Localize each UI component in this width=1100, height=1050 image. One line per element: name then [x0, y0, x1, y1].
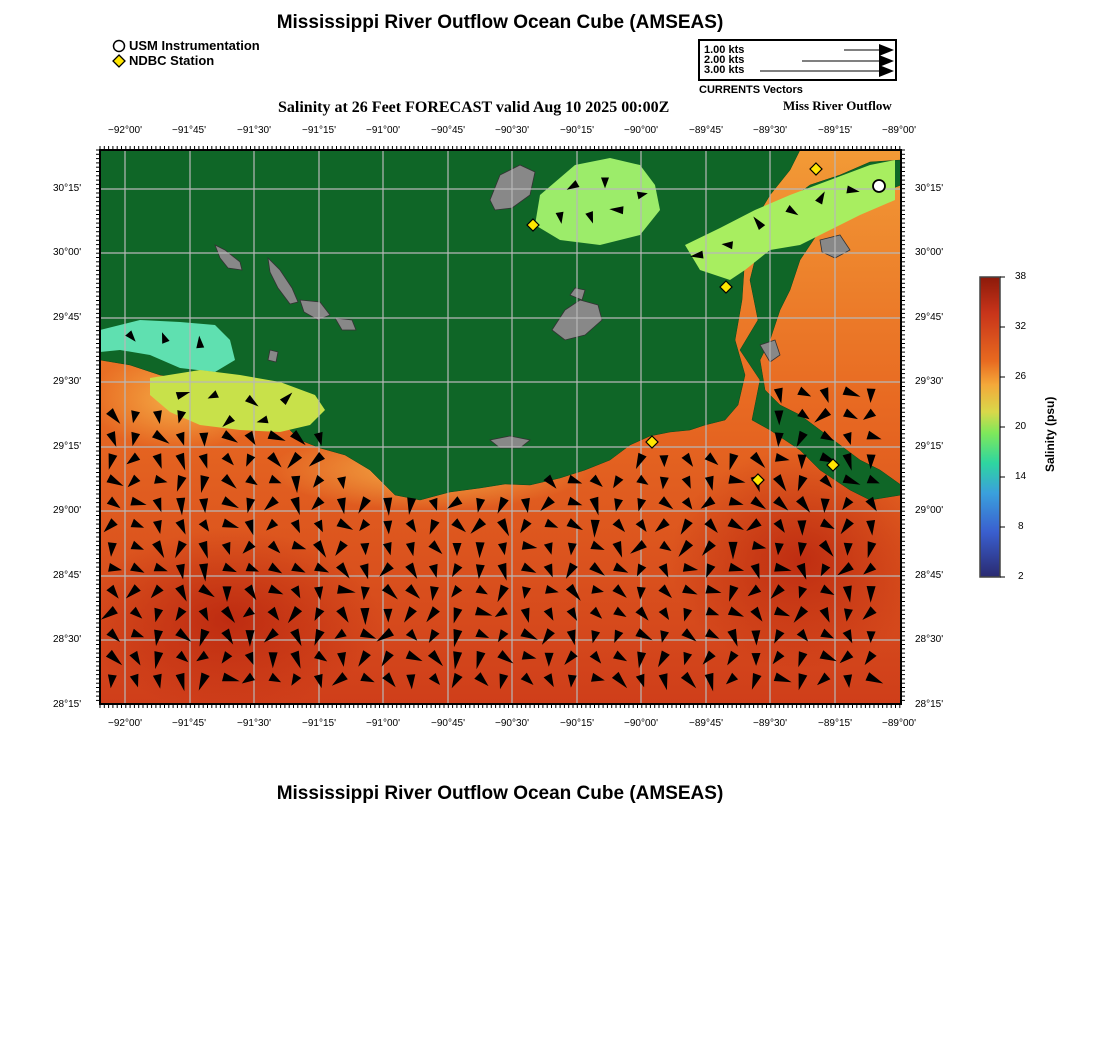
- lat-tick-label: 28°30': [915, 634, 944, 645]
- gray-lake: [268, 350, 278, 362]
- lon-tick-label: −91°45': [172, 125, 206, 136]
- colorbar-tick-label: 26: [1015, 371, 1027, 382]
- lat-tick-label: 29°45': [915, 312, 944, 323]
- lon-tick-label: −91°00': [366, 125, 400, 136]
- lon-tick-label: −91°30': [237, 125, 271, 136]
- lon-tick-label: −90°15': [560, 718, 594, 729]
- lon-tick-label: −89°00': [882, 125, 916, 136]
- usm-instrument-marker[interactable]: [873, 180, 885, 192]
- lat-tick-label: 29°15': [53, 441, 82, 452]
- lat-tick-label: 29°30': [53, 376, 82, 387]
- lat-tick-label: 29°00': [53, 505, 82, 516]
- lon-tick-label: −90°45': [431, 125, 465, 136]
- vector-scale-box: [698, 39, 897, 81]
- lon-tick-label: −92°00': [108, 718, 142, 729]
- lon-tick-label: −89°00': [882, 718, 916, 729]
- vector-scale-1: 1.00 kts: [704, 44, 745, 56]
- lon-tick-label: −91°00': [366, 718, 400, 729]
- lat-tick-label: 30°15': [915, 183, 944, 194]
- lon-tick-label: −91°15': [302, 718, 336, 729]
- colorbar-tick-label: 32: [1015, 321, 1027, 332]
- lat-tick-label: 30°00': [915, 247, 944, 258]
- lon-tick-label: −89°30': [753, 125, 787, 136]
- vector-scale-3: 3.00 kts: [704, 64, 745, 76]
- lat-tick-label: 29°00': [915, 505, 944, 516]
- lon-tick-label: −89°15': [818, 125, 852, 136]
- lat-tick-label: 29°45': [53, 312, 82, 323]
- vector-scale-arrows: [700, 41, 895, 79]
- lon-tick-label: −91°15': [302, 125, 336, 136]
- map-subtitle: Salinity at 26 Feet FORECAST valid Aug 10 2025 00:00Z: [278, 99, 670, 116]
- legend-ndbc: [112, 53, 214, 68]
- lat-tick-label: 28°15': [53, 699, 82, 710]
- lon-tick-label: −89°15': [818, 718, 852, 729]
- secondary-title: Mississippi River Outflow Ocean Cube (AMSEAS): [276, 783, 724, 804]
- lon-tick-label: −90°45': [431, 718, 465, 729]
- colorbar-tick-label: 14: [1015, 471, 1027, 482]
- lat-tick-label: 30°00': [53, 247, 82, 258]
- lon-tick-label: −90°30': [495, 125, 529, 136]
- colorbar-label: Salinity (psu): [1043, 396, 1057, 472]
- salinity-map: [96, 145, 906, 710]
- legend-ndbc-label: NDBC Station: [129, 53, 215, 68]
- vector-legend-title: CURRENTS Vectors: [699, 84, 803, 96]
- map-title: Mississippi River Outflow Ocean Cube (AMSEAS): [276, 12, 724, 33]
- lat-tick-label: 28°45': [915, 570, 944, 581]
- lat-tick-label: 29°30': [915, 376, 944, 387]
- lat-tick-label: 28°30': [53, 634, 82, 645]
- legend-usm-label: USM Instrumentation: [129, 38, 260, 53]
- colorbar-tick-label: 38: [1015, 271, 1027, 282]
- lat-tick-label: 28°45': [53, 570, 82, 581]
- legend-usm: [112, 38, 260, 53]
- lon-tick-label: −90°00': [624, 718, 658, 729]
- colorbar-tick-label: 8: [1018, 521, 1024, 532]
- lon-tick-label: −91°45': [172, 718, 206, 729]
- lat-tick-label: 30°15': [53, 183, 82, 194]
- lat-tick-label: 28°15': [915, 699, 944, 710]
- colorbar-tick-label: 20: [1015, 421, 1027, 432]
- salinity-colorbar: [975, 272, 1015, 584]
- colorbar-tick-label: 2: [1018, 571, 1024, 582]
- vector-scale-2: 2.00 kts: [704, 54, 745, 66]
- lon-tick-label: −90°15': [560, 125, 594, 136]
- lon-tick-label: −91°30': [237, 718, 271, 729]
- colorbar-bar: [980, 277, 1000, 577]
- lon-tick-label: −89°45': [689, 718, 723, 729]
- lon-tick-label: −89°30': [753, 718, 787, 729]
- lat-tick-label: 29°15': [915, 441, 944, 452]
- diamond-marker-icon: [112, 54, 126, 68]
- lon-tick-label: −89°45': [689, 125, 723, 136]
- circle-marker-icon: [112, 39, 126, 53]
- lon-tick-label: −92°00': [108, 125, 142, 136]
- region-label: Miss River Outflow: [783, 98, 892, 113]
- lon-tick-label: −90°30': [495, 718, 529, 729]
- lon-tick-label: −90°00': [624, 125, 658, 136]
